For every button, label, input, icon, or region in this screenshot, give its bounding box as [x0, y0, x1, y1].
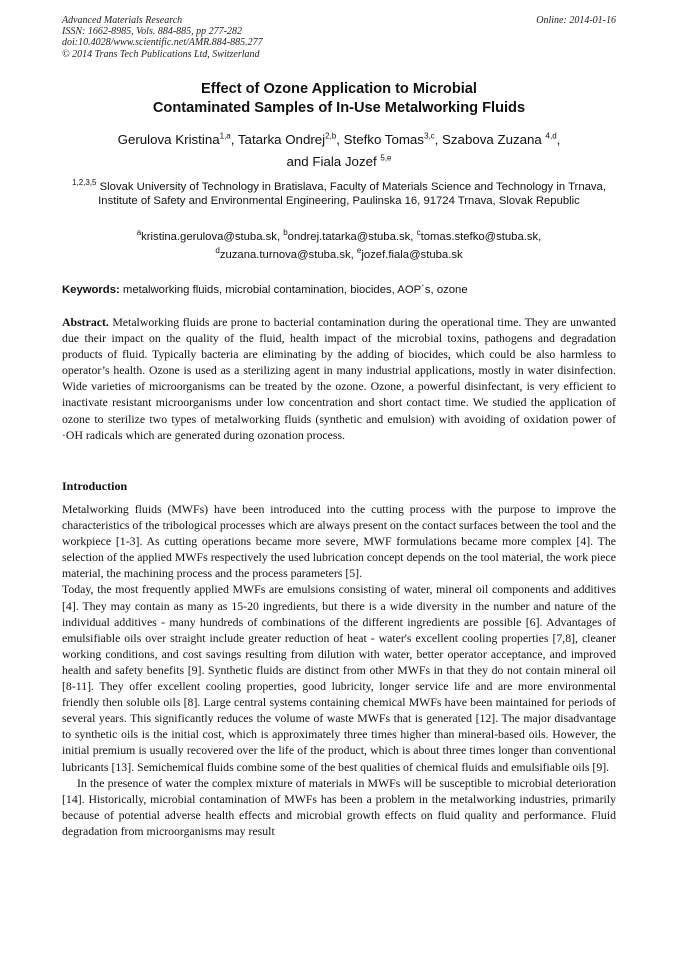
journal-name: Advanced Materials Research: [62, 15, 183, 26]
keywords-label: Keywords:: [62, 284, 120, 296]
introduction-body: [62, 501, 616, 839]
paragraph: In the presence of water the complex mixture of materials in MWFs will be susceptible to microbial deterioration [14]. Historically, microbial contamination of MWFs has been a problem in the metalworking industries, primarily because of potential adverse health effects and microbial growth effects on fluid quality and performance. Fluid degradation from microorganisms may result: [62, 775, 616, 838]
affiliation-text: Slovak University of Technology in Bratislava, Faculty of Materials Science and Technology in Trnava, Institute of Safety and Environmental Engineering, Paulinska 16, 91724 Trnava, Slovak Republic: [96, 180, 606, 208]
email: $^b$ondrej.tatarka@stuba.sk,: [283, 228, 417, 243]
author: Gerulova Kristina$^{1,a}$,: [117, 132, 238, 148]
title-line-1: Effect of Ozone Application to Microbial: [201, 81, 477, 97]
paragraph: Metalworking fluids (MWFs) have been introduced into the cutting process with the purpose to improve the characteristics of the tribological processes which are always present on the contact surfaces between the tool and the workpiece [1-3]. As cutting operations became more severe, MWF formulations became more complex [4]. The selection of the applied MWFs respectively the used lubrication concept depends on the tool material, the work piece material, the machining process and the process parameters [5].: [62, 502, 616, 581]
email: $^e$jozef.fiala@stuba.sk: [356, 246, 463, 262]
keywords: [62, 283, 616, 298]
author: Tatarka Ondrej$^{2,b}$,: [237, 132, 344, 148]
author: and Fiala Jozef $^{5,e}$: [286, 153, 392, 169]
issn-line: ISSN: 1662-8985, Vols. 884-885, pp 277-282: [62, 26, 242, 38]
email: $^a$kristina.gerulova@stuba.sk,: [136, 228, 284, 243]
doi-line: doi:10.4028/www.scientific.net/AMR.884-885.277: [62, 37, 263, 49]
title-line-2: Contaminated Samples of In-Use Metalworking Fluids: [152, 100, 526, 116]
section-heading-introduction: Introduction: [62, 479, 128, 493]
online-date: Online: 2014-01-16: [536, 15, 616, 26]
email: $^c$tomas.stefko@stuba.sk,: [416, 228, 542, 243]
copyright-line: © 2014 Trans Tech Publications Ltd, Switzerland: [62, 48, 260, 60]
email: $^d$zuzana.turnova@stuba.sk,: [215, 246, 357, 262]
author: Stefko Tomas$^{3,c}$,: [343, 132, 443, 148]
journal-header: [62, 15, 263, 60]
email-list: [62, 226, 616, 263]
abstract: [62, 314, 616, 443]
abstract-text: Metalworking fluids are prone to bacterial contamination during the operational time. They are unwanted due their impact on the quality of the fluid, health impact of the microbial toxins, pathogens and degradation products of fluid. Typically bacteria are eliminating by the adding of biocides, which could be also harmless to operator’s health. Ozone is used as a sterilizing agent in many industrial applications, mostly in water disinfection. Wide varieties of microorganisms can be treated by the ozone. Ozone, a powerful disinfectant, is very efficient to inactivate resistant microorganisms under low concentration and short contact time. We studied the application of ozone to sterilize two types of metalworking fluids (synthetic and emulsion) with avoiding of oxidation power of ·OH radicals which are generated during ozonation process.: [62, 315, 616, 442]
keywords-text: metalworking fluids, microbial contamination, biocides, AOP´s, ozone: [119, 284, 468, 296]
affiliation: [62, 176, 616, 209]
author-list: [62, 128, 616, 171]
affiliation-superscript: 1,2,3,5: [72, 178, 97, 187]
paper-title: [62, 80, 616, 118]
abstract-label: Abstract.: [62, 315, 109, 329]
author: Szabova Zuzana $^{4,d}$,: [442, 132, 561, 148]
paragraph: Today, the most frequently applied MWFs are emulsions consisting of water, mineral oil components and additives [4]. They may contain as many as 15-20 ingredients, but there is a wide diversity in the number and nature of the individual additives - many hundreds of combinations of the different ingredients are possible [6]. Advantages of emulsifiable oils over straight include greater reduction of heat - water's excellent cooling properties [7,8], cleaner working conditions, and cost savings resulting from dilution with water, better operator acceptance, and improved health and safety benefits [9]. Synthetic fluids are distinct from other MWFs in that they do not contain mineral oil [8-11]. They offer excellent cooling properties, good lubricity, longer service life and are more environmental friendly then soluble oils [8]. Large central systems containing chemical MWFs have been maintained for periods of several years. This significantly reduces the volume of waste MWFs that is generated [12]. The major disadvantage to synthetic oils is the initial cost, which is approximately three times higher than mineral-based oils. However, the initial premium is usually recovered over the life of the product, which is about three times longer than conventional lubricants [13]. Semichemical fluids combine some of the best qualities of chemical fluids and emulsifiable oils [9].: [62, 582, 616, 774]
